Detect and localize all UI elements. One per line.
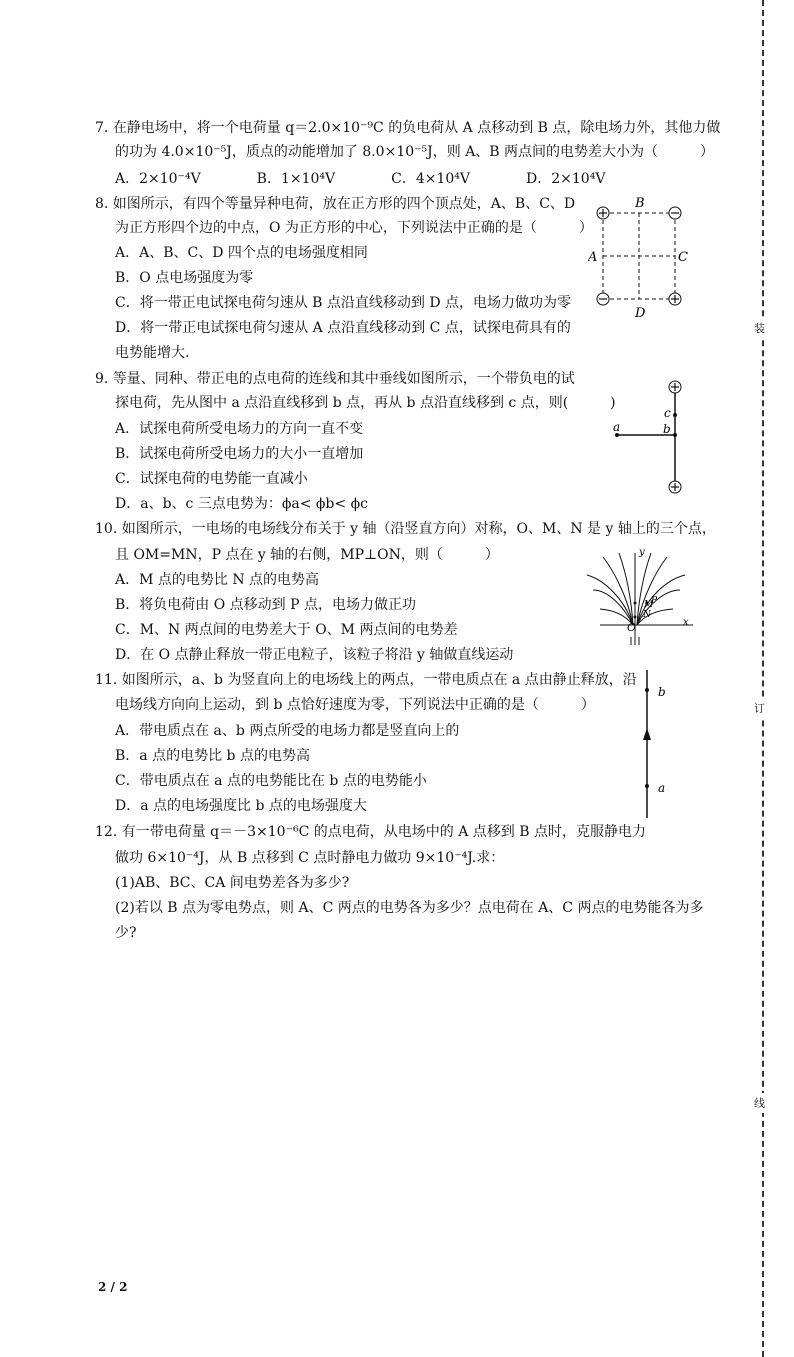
binding-char-middle: 订 (754, 698, 765, 718)
q10-option-a: A．M 点的电势比 N 点的电势高 (115, 572, 320, 588)
q11-option-b: B．a 点的电势比 b 点的电势高 (115, 748, 310, 764)
q9-option-b: B．试探电荷所受电场力的大小一直增加 (115, 446, 364, 462)
q9-option-a: A．试探电荷所受电场力的方向一直不变 (115, 421, 364, 437)
q10-field-figure (585, 545, 700, 650)
q11-option-d: D．a 点的电场强度比 b 点的电场强度大 (115, 798, 367, 814)
binding-char-bottom: 线 (754, 1093, 765, 1113)
q8-option-c: C．将一带正电试探电荷匀速从 B 点沿直线移动到 D 点，电场力做功为零 (115, 295, 572, 311)
q12-sub2-line2: 少? (115, 925, 137, 941)
label-A: A (588, 250, 598, 265)
binding-line (762, 0, 768, 1357)
q8-square-figure (588, 193, 698, 323)
q8-option-d-line2: 电势能增大. (115, 345, 190, 361)
label-c: c (664, 406, 671, 420)
q8-line1: 8. 如图所示，有四个等量异种电荷，放在正方形的四个顶点处，A、B、C、D (95, 196, 576, 212)
q10-line2: 且 OM=MN，P 点在 y 轴的右侧，MP⊥ON，则（ ） (115, 547, 499, 563)
label-D: D (635, 306, 646, 321)
q7-line2: 的功为 4.0×10⁻⁵J，质点的动能增加了 8.0×10⁻⁵J，则 A、B 两点间的电势差大小为（ ） (115, 144, 715, 160)
q10-option-b: B．将负电荷由 O 点移动到 P 点，电场力做正功 (115, 597, 416, 613)
label-b: b (663, 422, 671, 436)
q8-option-d-line1: D．将一带正电试探电荷匀速从 A 点沿直线移动到 C 点，试探电荷具有的 (115, 320, 571, 336)
page-number: 2 / 2 (98, 1280, 128, 1294)
label-P: P (651, 596, 658, 606)
q11-line2: 电场线方向向上运动，到 b 点恰好速度为零，下列说法中正确的是（ ） (115, 697, 595, 713)
q9-option-c: C．试探电荷的电势能一直减小 (115, 471, 308, 487)
arrow-up-icon (643, 728, 651, 740)
label-N: N (643, 610, 651, 620)
label-B: B (635, 196, 645, 211)
label-a: a (613, 420, 621, 434)
label-C: C (678, 250, 688, 265)
q11-option-c: C．带电质点在 a 点的电势能比在 b 点的电势能小 (115, 773, 427, 789)
q12-sub1: (1)AB、BC、CA 间电势差各为多少? (115, 875, 350, 891)
q8-line2: 为正方形四个边的中点，O 为正方形的中心，下列说法中正确的是（ ） (115, 220, 593, 236)
q12-line1: 12. 有一带电荷量 q＝－3×10⁻⁶C 的点电荷，从电场中的 A 点移到 B 点时，克服静电力 (95, 824, 646, 840)
q10-option-d: D．在 O 点静止释放一带正电粒子，该粒子将沿 y 轴做直线运动 (115, 647, 514, 663)
q8-option-b: B．O 点电场强度为零 (115, 270, 254, 286)
label-x: x (683, 617, 689, 628)
q11-option-a: A．带电质点在 a、b 两点所受的电场力都是竖直向上的 (115, 723, 460, 739)
label-a: a (658, 781, 666, 795)
q12-line2: 做功 6×10⁻⁴J，从 B 点移到 C 点时静电力做功 9×10⁻⁴J.求： (115, 850, 505, 866)
label-O: O (627, 621, 637, 634)
q11-line1: 11. 如图所示，a、b 为竖直向上的电场线上的两点，一带电质点在 a 点由静止释放，沿 (95, 672, 637, 688)
q7-line1: 7. 在静电场中，将一个电荷量 q＝2.0×10⁻⁹C 的负电荷从 A 点移动到 B 点，除电场力外，其他力做 (95, 120, 721, 136)
binding-char-top: 装 (754, 318, 765, 338)
q8-option-a: A．A、B、C、D 四个点的电场强度相同 (115, 245, 368, 261)
q9-line1: 9. 等量、同种、带正电的点电荷的连线和其中垂线如图所示，一个带负电的试 (95, 371, 575, 387)
label-y: y (639, 547, 645, 558)
q9-charges-figure (605, 375, 695, 500)
label-M: M (644, 600, 654, 610)
q12-sub2-line1: (2)若以 B 点为零电势点，则 A、C 两点的电势各为多少？点电荷在 A、C 两点的电势能各为多 (115, 900, 704, 916)
label-b: b (658, 685, 666, 699)
q10-option-c: C．M、N 两点间的电势差大于 O、M 两点间的电势差 (115, 622, 458, 638)
q9-option-d: D．a、b、c 三点电势为：ϕa< ϕb< ϕc (115, 496, 368, 512)
q10-line1: 10. 如图所示，一电场的电场线分布关于 y 轴（沿竖直方向）对称，O、M、N 是 y 轴上的三个点， (95, 521, 716, 537)
q9-line2: 探电荷，先从图中 a 点沿直线移到 b 点，再从 b 点沿直线移到 c 点，则( ) (115, 395, 616, 411)
q11-field-line-figure (630, 668, 680, 823)
q7-options: A．2×10⁻⁴V B．1×10⁴V C．4×10⁴V D．2×10⁴V (115, 171, 606, 187)
